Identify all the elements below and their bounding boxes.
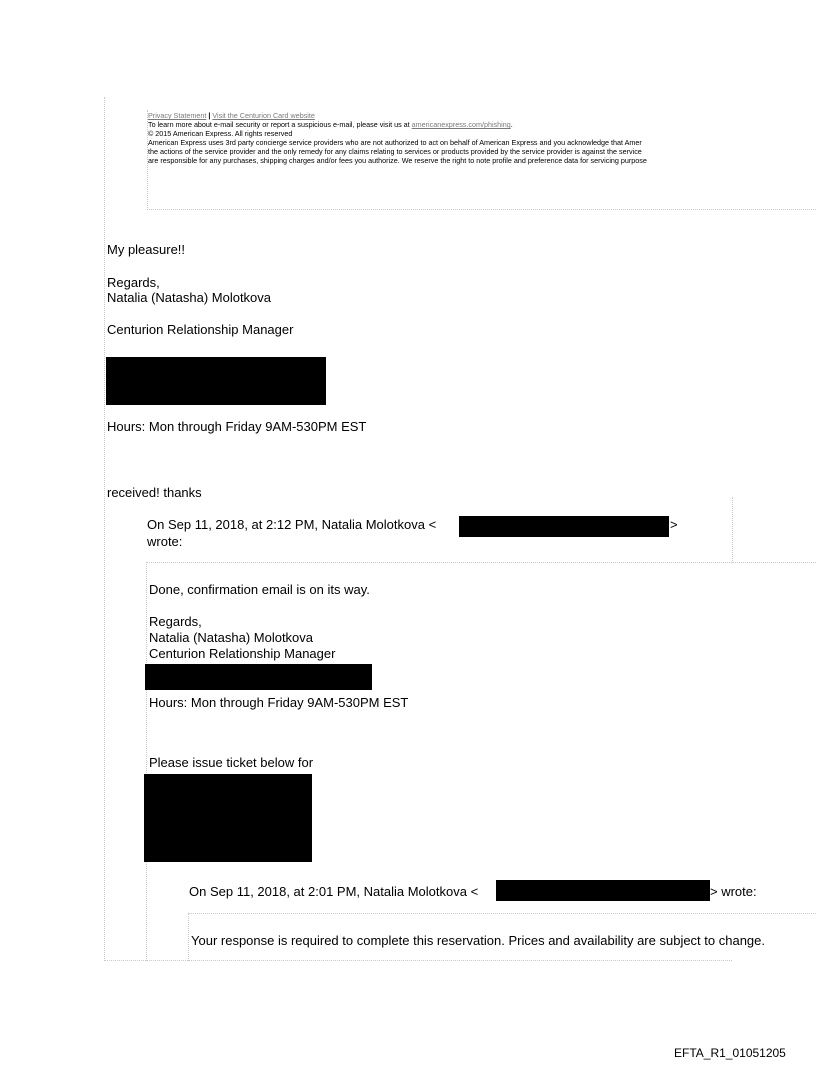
security-period: . <box>510 120 513 129</box>
redaction-block <box>145 664 372 690</box>
outer-quote-border <box>104 97 105 961</box>
quote-2-border-top <box>188 913 816 914</box>
quote-1-border-top <box>146 562 816 563</box>
redaction-block <box>459 516 669 537</box>
quote-1-request: Please issue ticket below for <box>149 755 314 770</box>
quote-2-border <box>188 913 189 961</box>
reply-hours: Hours: Mon through Friday 9AM-530PM EST <box>107 419 367 434</box>
reply-regards: Regards, <box>107 275 160 290</box>
centurion-website-link[interactable]: Visit the Centurion Card website <box>212 111 315 120</box>
quote-2-body: Your response is required to complete this reservation. Prices and availability are subject to change. <box>191 933 765 948</box>
quote-1-border <box>146 562 147 961</box>
security-text: To learn more about e-mail security or report a suspicious e-mail, please visit us at <box>148 120 410 129</box>
disclaimer-line-3: are responsible for any purchases, shipping charges and/or fees you authorize. We reserve the right to note profile and preference data for servicing purpose <box>148 157 647 165</box>
quote-1-header-suffix: > <box>670 517 678 532</box>
disclaimer-line-2: the actions of the service provider and the only remedy for any claims relating to services or products provided by the service provider is against the service <box>148 148 642 156</box>
quote-1-header-wrote: wrote: <box>147 534 183 549</box>
quote-1-body: Done, confirmation email is on its way. <box>149 582 370 597</box>
quote-1-regards: Regards, <box>149 614 202 629</box>
reply-signature-name: Natalia (Natasha) Molotkova <box>107 290 272 305</box>
quote-1-title: Centurion Relationship Manager <box>149 646 336 661</box>
footer-box-border-bottom <box>147 209 816 210</box>
link-separator: | <box>208 111 211 120</box>
quote-1-header <box>147 517 436 532</box>
document-id: EFTA_R1_01051205 <box>674 1046 786 1060</box>
quote-1-name: Natalia (Natasha) Molotkova <box>149 630 314 645</box>
reply-greeting: My pleasure!! <box>107 242 186 257</box>
quote-2-header <box>189 884 478 899</box>
disclaimer-line-1: American Express uses 3rd party concierge service providers who are not authorized to act on behalf of American Express and you acknowledge that Amer <box>148 139 642 147</box>
phishing-link[interactable]: americanexpress.com/phishing <box>411 120 511 129</box>
quote-2-header-prefix: On Sep 11, 2018, at 2:01 PM, Natalia Molotkova < <box>189 884 479 899</box>
redaction-block <box>144 774 312 862</box>
redaction-block <box>496 880 710 901</box>
reply-signature-title: Centurion Relationship Manager <box>107 322 294 337</box>
quote-2-header-suffix: > wrote: <box>710 884 757 899</box>
quote-1-hours: Hours: Mon through Friday 9AM-530PM EST <box>149 695 409 710</box>
privacy-statement-link[interactable]: Privacy Statement <box>148 111 207 120</box>
bottom-border <box>104 960 732 961</box>
quote-1-header-prefix: On Sep 11, 2018, at 2:12 PM, Natalia Molotkova < <box>147 517 437 532</box>
copyright-text: © 2015 American Express. All rights reserved <box>148 129 293 138</box>
header-1-box-right <box>732 497 733 563</box>
redaction-block <box>106 357 326 405</box>
received-text: received! thanks <box>107 485 202 500</box>
